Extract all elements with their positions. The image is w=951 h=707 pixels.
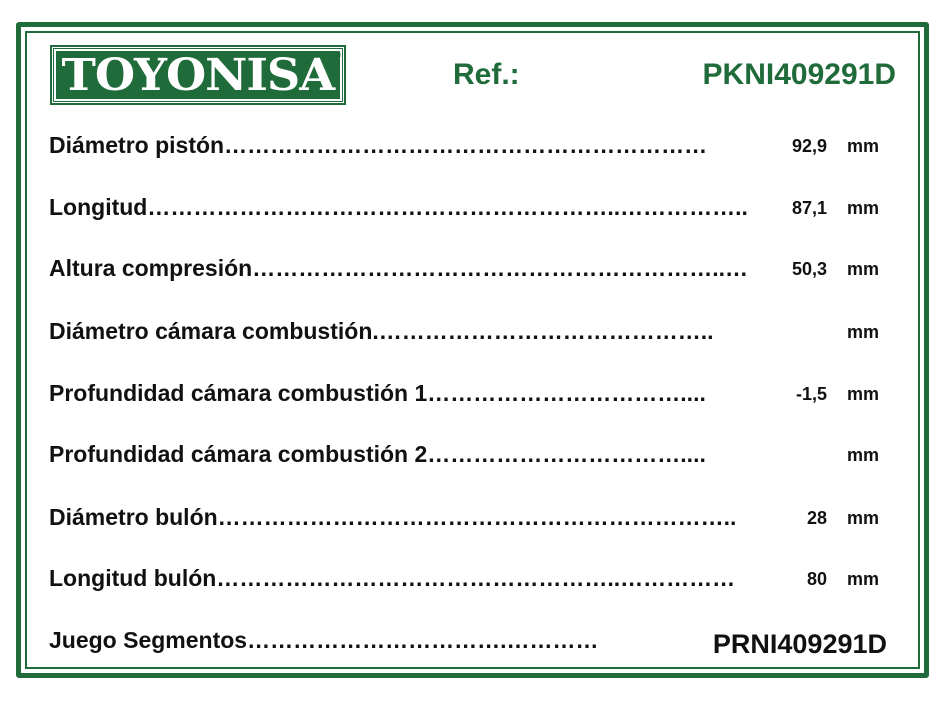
- logo-plate: [54, 49, 342, 101]
- brand-logo: [50, 45, 346, 105]
- spec-row-piston-diameter: [49, 132, 889, 166]
- spec-unit: mm: [847, 569, 880, 589]
- spec-label: Diámetro bulón…………………………………………………………..: [49, 504, 737, 530]
- spec-unit: mm: [847, 136, 880, 156]
- spec-unit: mm: [847, 508, 880, 528]
- spec-unit: mm: [847, 259, 880, 279]
- spec-value: -1,5: [795, 384, 827, 404]
- registered-mark: ®: [335, 51, 341, 60]
- spec-unit: mm: [847, 445, 880, 465]
- spec-label: Altura compresión……………………………………………………..…: [49, 255, 748, 281]
- spec-value: 28: [806, 508, 827, 528]
- spec-label: Longitud bulón……………………………………………..……………: [49, 565, 736, 591]
- spec-label: Profundidad cámara combustión 2……………………………....: [49, 441, 706, 467]
- spec-row-chamber-depth-2: [49, 441, 889, 475]
- ref-value: PKNI409291D: [702, 58, 896, 91]
- spec-value: 92,9: [791, 136, 827, 156]
- spec-label: Longitud……………………………………………………..……………..: [49, 194, 748, 220]
- spec-unit: mm: [847, 384, 880, 404]
- segments-ref-value: PRNI409291D: [712, 629, 887, 659]
- spec-label: Profundidad cámara combustión 1……………………………....: [49, 380, 706, 406]
- spec-row-length: [49, 194, 889, 228]
- spec-row-chamber-depth-1: [49, 380, 889, 414]
- spec-value: 80: [806, 569, 827, 589]
- spec-row-pin-diameter: [49, 504, 889, 538]
- spec-row-pin-length: [49, 565, 889, 599]
- spec-value: 87,1: [791, 198, 827, 218]
- spec-row-chamber-diameter: [49, 318, 889, 352]
- spec-label: Diámetro cámara combustión.……………………………………..: [49, 318, 714, 344]
- spec-value: 50,3: [791, 259, 827, 279]
- ref-label: Ref.:: [453, 58, 520, 91]
- spec-label: Diámetro pistón………………………………………………………: [49, 132, 708, 158]
- segments-label: Juego Segmentos…………………………….…………: [49, 627, 599, 653]
- spec-row-compression-height: [49, 255, 889, 289]
- spec-unit: mm: [847, 322, 880, 342]
- spec-unit: mm: [847, 198, 880, 218]
- logo-text: TOYONISA: [61, 49, 335, 101]
